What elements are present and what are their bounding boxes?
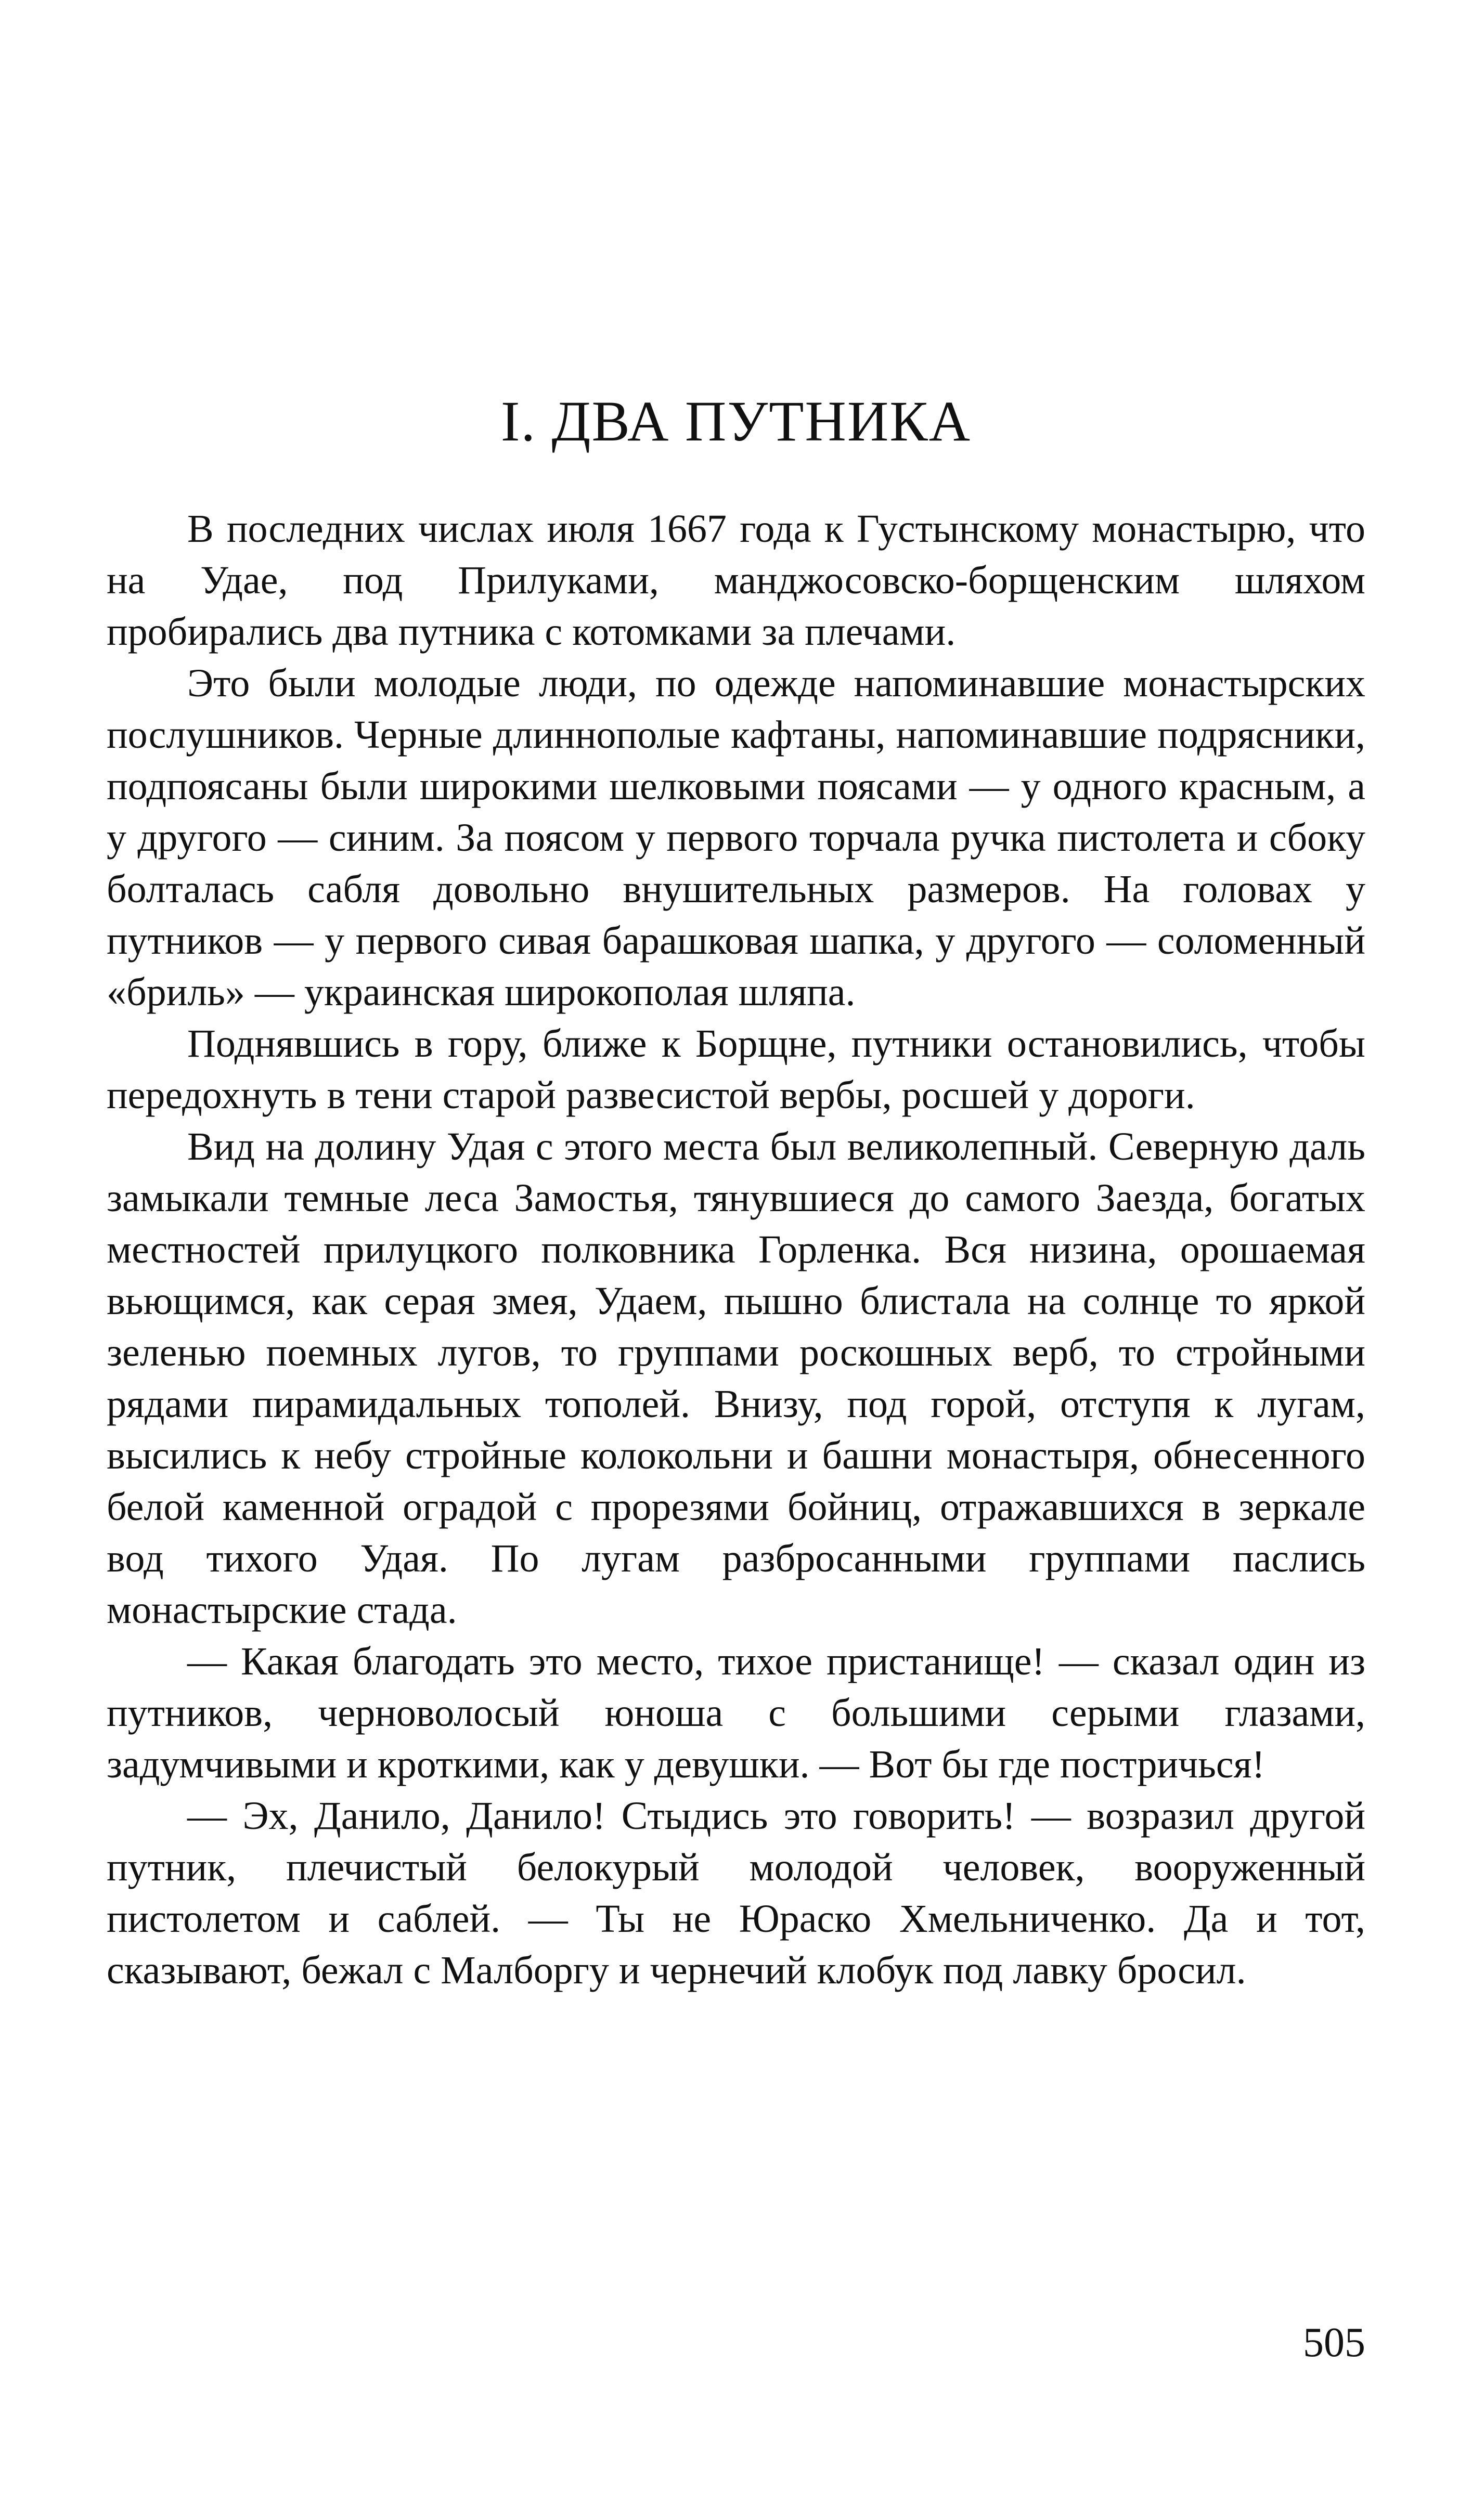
page-number: 505 [1303, 2320, 1365, 2366]
dialogue-paragraph: — Какая благодать это место, тихое пристанище! — сказал один из путников, черноволосый юноша с большими серыми глазами, задумчивыми и кроткими, как у девушки. — Вот бы где постричься! [107, 1640, 1365, 1786]
body-text [107, 503, 1365, 1996]
paragraph: Поднявшись в гору, ближе к Борщне, путники остановились, чтобы передохнуть в тени старой развесистой вербы, росшей у дороги. [107, 1022, 1365, 1117]
dialogue-paragraph: — Эх, Данило, Данило! Стыдись это говорить! — возразил другой путник, плечистый белокурый молодой человек, вооруженный пистолетом и саблей. — Ты не Юраско Хмельниченко. Да и тот, сказывают, бежал с Малборгу и чернечий клобук под лавку бросил. [107, 1794, 1365, 1992]
paragraph: В последних числах июля 1667 года к Густынскому монастырю, что на Удае, под Прилуками, манджосовско-борщенским шляхом пробирались два путника с котомками за плечами. [107, 507, 1365, 654]
chapter-title: I. ДВА ПУТНИКА [500, 389, 972, 453]
paragraph: Вид на долину Удая с этого места был великолепный. Северную даль замыкали темные леса Замостья, тянувшиеся до самого Заезда, богатых местностей прилуцкого полковника Горленка. Вся низина, орошаемая вьющимся, как серая змея, Удаем, пышно блистала на солнце то яркой зеленью поемных лугов, то группами роскошных верб, то стройными рядами пирамидальных тополей. Внизу, под горой, отступя к лугам, высились к небу стройные колокольни и башни монастыря, обнесенного белой каменной оградой с прорезями бойниц, отражавшихся в зеркале вод тихого Удая. По лугам разбросанными группами паслись монастырские стада. [107, 1125, 1365, 1632]
paragraph: Это были молодые люди, по одежде напоминавшие монастырских послушников. Черные длиннополые кафтаны, напоминавшие подрясники, подпоясаны были широкими шелковыми поясами — у одного красным, а у другого — синим. За поясом у первого торчала ручка пистолета и сбоку болталась сабля довольно внушительных размеров. На головах у путников — у первого сивая барашковая шапка, у другого — соломенный «бриль» — украинская широкополая шляпа. [107, 661, 1365, 1014]
